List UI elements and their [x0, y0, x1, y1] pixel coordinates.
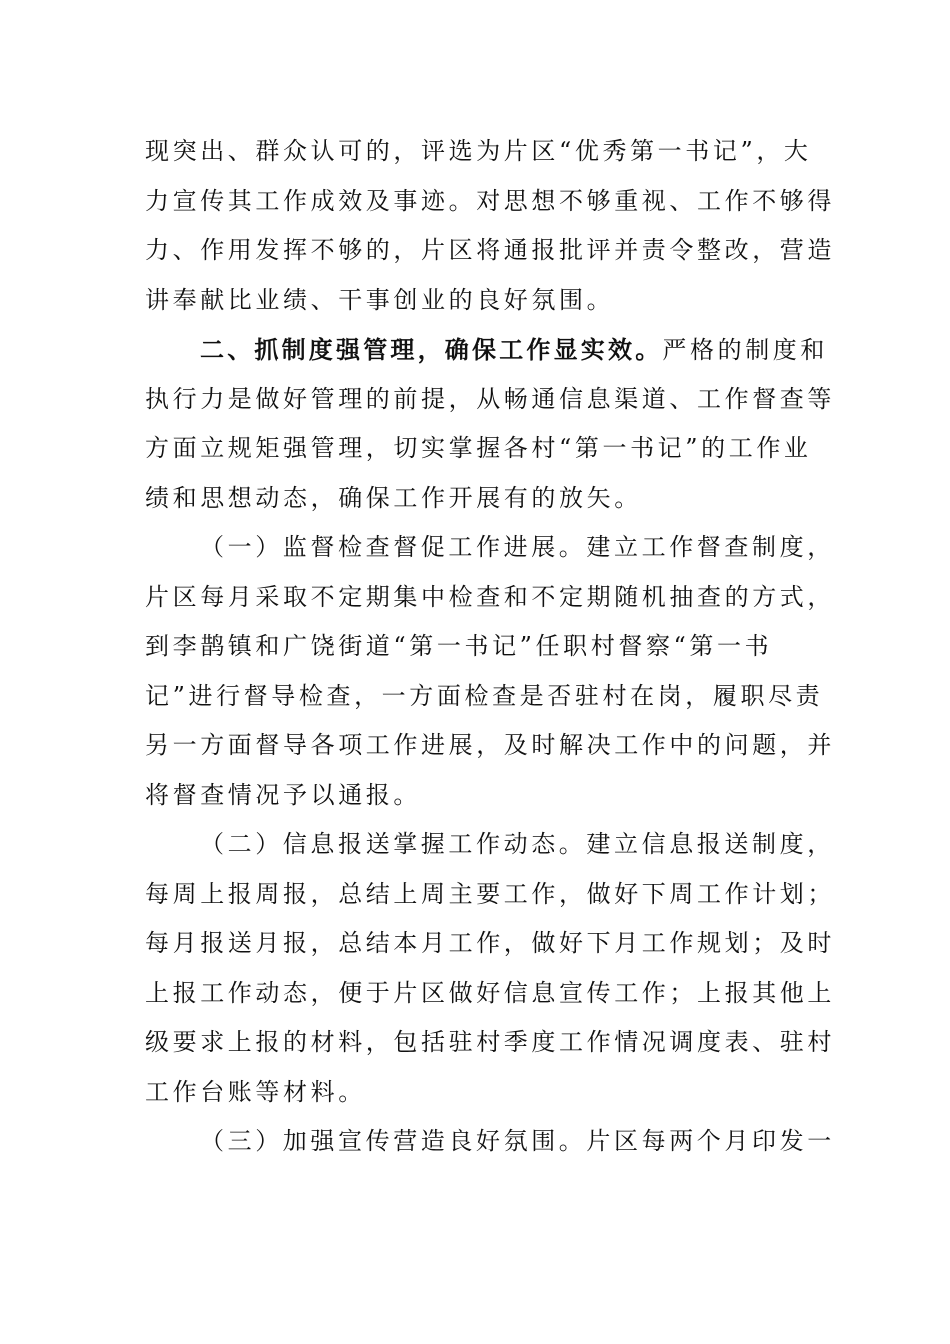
text-line: 工作台账等材料。 [145, 1077, 366, 1106]
text-line: 方面立规矩强管理，切实掌握各村“第一书记”的工作业 [145, 434, 812, 462]
text-line: 力、作用发挥不够的，片区将通报批评并责令整改，营造 [145, 236, 835, 264]
paragraph-3 [145, 523, 835, 820]
text-line [145, 325, 829, 375]
text-line: 上报工作动态，便于片区做好信息宣传工作；上报其他上 [145, 978, 835, 1007]
text-line: 到李鹊镇和广饶街道“第一书记”任职村督察“第一书 [145, 632, 773, 660]
text-line: （三）加强宣传营造良好氛围。片区每两个月印发一 [200, 1127, 835, 1155]
document-page [145, 127, 835, 1167]
text-line: 另一方面督导各项工作进展，及时解决工作中的问题，并 [145, 731, 835, 759]
text-line: 每周上报周报，总结上周主要工作，做好下周工作计划； [145, 879, 835, 908]
paragraph-2 [145, 325, 835, 523]
paragraph-5 [145, 1117, 835, 1167]
text-line: 绩和思想动态，确保工作开展有的放矢。 [145, 483, 642, 512]
text-line: 讲奉献比业绩、干事创业的良好氛围。 [145, 285, 615, 314]
text-line: 每月报送月报，总结本月工作，做好下月工作规划；及时 [145, 929, 835, 957]
paragraph-1 [145, 127, 835, 325]
text-line: 执行力是做好管理的前提，从畅通信息渠道、工作督查等 [145, 384, 835, 413]
section-heading: 二、抓制度强管理，确保工作显实效。 [200, 335, 663, 364]
text-line: 级要求上报的材料，包括驻村季度工作情况调度表、驻村 [145, 1028, 835, 1056]
text-line: （二）信息报送掌握工作动态。建立信息报送制度， [200, 830, 835, 858]
text-line: （一）监督检查督促工作进展。建立工作督查制度， [200, 533, 835, 561]
text-run: 严格的制度和 [662, 336, 829, 364]
text-line: 记”进行督导检查，一方面检查是否驻村在岗，履职尽责 [145, 681, 824, 710]
text-line: 现突出、群众认可的，评选为片区“优秀第一书记”，大 [145, 137, 812, 165]
text-line: 片区每月采取不定期集中检查和不定期随机抽查的方式， [145, 582, 835, 611]
paragraph-4 [145, 820, 835, 1117]
text-line: 力宣传其工作成效及事迹。对思想不够重视、工作不够得 [145, 186, 835, 215]
text-line: 将督查情况予以通报。 [145, 780, 421, 809]
